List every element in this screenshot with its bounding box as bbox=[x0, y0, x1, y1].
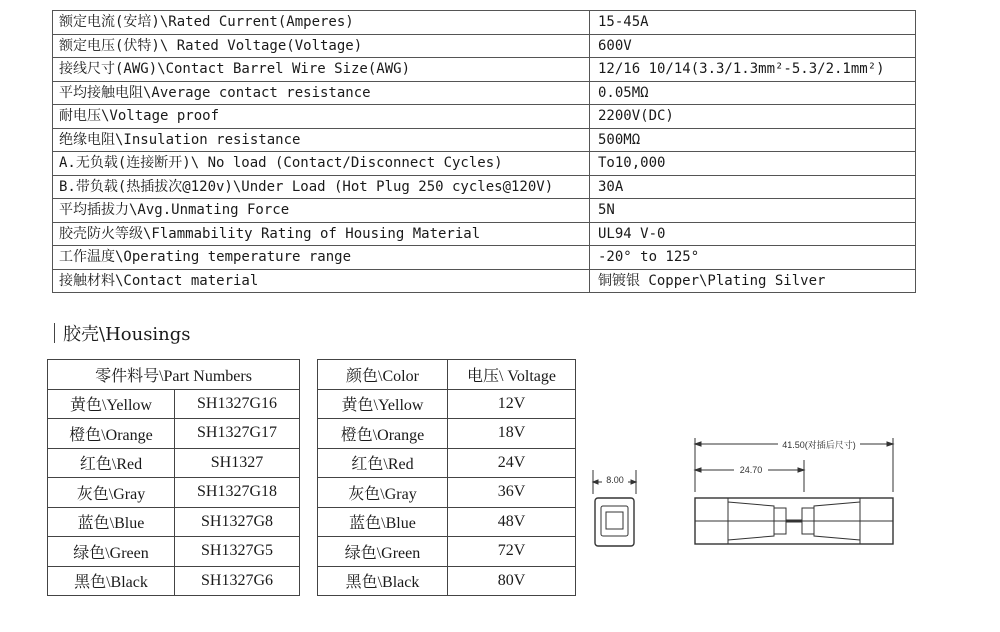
spec-row bbox=[53, 81, 916, 105]
voltage-row bbox=[318, 448, 576, 478]
specifications-table bbox=[52, 10, 916, 293]
spec-label: 耐电压\Voltage proof bbox=[53, 105, 590, 129]
voltage-color: 蓝色\Blue bbox=[318, 507, 448, 537]
part-color: 灰色\Gray bbox=[48, 478, 175, 508]
part-numbers-header: 零件料号\Part Numbers bbox=[48, 360, 300, 390]
voltage-color: 红色\Red bbox=[318, 448, 448, 478]
spec-label: B.带负载(热插拔次@120v)\Under Load (Hot Plug 250 cycles@120V) bbox=[53, 175, 590, 199]
voltage-value: 36V bbox=[448, 478, 576, 508]
spec-row bbox=[53, 11, 916, 35]
spec-value: 0.05MΩ bbox=[590, 81, 916, 105]
spec-value: 12/16 10/14(3.3/1.3mm²-5.3/2.1mm²) bbox=[590, 58, 916, 82]
part-row bbox=[48, 419, 300, 449]
part-number: SH1327 bbox=[175, 448, 300, 478]
part-number: SH1327G6 bbox=[175, 566, 300, 596]
color-voltage-header-row bbox=[318, 360, 576, 390]
spec-row bbox=[53, 175, 916, 199]
voltage-color: 灰色\Gray bbox=[318, 478, 448, 508]
side-view-drawing bbox=[688, 436, 898, 556]
part-color: 蓝色\Blue bbox=[48, 507, 175, 537]
part-number: SH1327G17 bbox=[175, 419, 300, 449]
voltage-value: 12V bbox=[448, 389, 576, 419]
part-row bbox=[48, 478, 300, 508]
spec-value: 30A bbox=[590, 175, 916, 199]
spec-value: 600V bbox=[590, 34, 916, 58]
spec-row bbox=[53, 222, 916, 246]
housing-cavity bbox=[606, 512, 623, 529]
voltage-color: 黑色\Black bbox=[318, 566, 448, 596]
spec-value: -20° to 125° bbox=[590, 246, 916, 270]
part-numbers-table bbox=[47, 359, 300, 596]
color-voltage-body bbox=[318, 360, 576, 596]
part-row bbox=[48, 507, 300, 537]
housings-section-title bbox=[54, 320, 191, 346]
spec-row bbox=[53, 152, 916, 176]
part-color: 黄色\Yellow bbox=[48, 389, 175, 419]
spec-label: 平均接触电阻\Average contact resistance bbox=[53, 81, 590, 105]
voltage-row bbox=[318, 566, 576, 596]
spec-row bbox=[53, 246, 916, 270]
part-number: SH1327G16 bbox=[175, 389, 300, 419]
specifications-body bbox=[53, 11, 916, 293]
spec-value: 2200V(DC) bbox=[590, 105, 916, 129]
spec-value: 500MΩ bbox=[590, 128, 916, 152]
voltage-value: 80V bbox=[448, 566, 576, 596]
voltage-value: 24V bbox=[448, 448, 576, 478]
voltage-value: 72V bbox=[448, 537, 576, 567]
spec-row bbox=[53, 128, 916, 152]
spec-label: 额定电流(安培)\Rated Current(Amperes) bbox=[53, 11, 590, 35]
voltage-color: 黄色\Yellow bbox=[318, 389, 448, 419]
spec-label: 接线尺寸(AWG)\Contact Barrel Wire Size(AWG) bbox=[53, 58, 590, 82]
spec-value: 铜镀银 Copper\Plating Silver bbox=[590, 269, 916, 293]
voltage-color: 绿色\Green bbox=[318, 537, 448, 567]
part-color: 绿色\Green bbox=[48, 537, 175, 567]
spec-label: 绝缘电阻\Insulation resistance bbox=[53, 128, 590, 152]
end-view-width-label: 8.00 bbox=[606, 475, 624, 485]
spec-value: To10,000 bbox=[590, 152, 916, 176]
voltage-row bbox=[318, 537, 576, 567]
part-color: 黑色\Black bbox=[48, 566, 175, 596]
part-row bbox=[48, 537, 300, 567]
part-row bbox=[48, 566, 300, 596]
spec-label: 额定电压(伏特)\ Rated Voltage(Voltage) bbox=[53, 34, 590, 58]
housing-inner-outline bbox=[601, 506, 628, 536]
spec-label: 接触材料\Contact material bbox=[53, 269, 590, 293]
voltage-row bbox=[318, 389, 576, 419]
overall-length-label: 41.50(对插后尺寸) bbox=[782, 440, 856, 450]
part-color: 橙色\Orange bbox=[48, 419, 175, 449]
voltage-header: 电压\ Voltage bbox=[448, 360, 576, 390]
color-header: 颜色\Color bbox=[318, 360, 448, 390]
spec-row bbox=[53, 269, 916, 293]
housings-title: 胶壳\Housings bbox=[63, 324, 191, 345]
end-view-drawing bbox=[588, 466, 648, 556]
section-divider bbox=[54, 323, 55, 343]
part-row bbox=[48, 389, 300, 419]
part-number: SH1327G5 bbox=[175, 537, 300, 567]
voltage-row bbox=[318, 507, 576, 537]
voltage-value: 18V bbox=[448, 419, 576, 449]
part-numbers-header-row bbox=[48, 360, 300, 390]
color-voltage-table bbox=[317, 359, 576, 596]
part-color: 红色\Red bbox=[48, 448, 175, 478]
spec-row bbox=[53, 199, 916, 223]
spec-row bbox=[53, 34, 916, 58]
part-numbers-body bbox=[48, 360, 300, 596]
voltage-value: 48V bbox=[448, 507, 576, 537]
voltage-row bbox=[318, 419, 576, 449]
voltage-row bbox=[318, 478, 576, 508]
part-row bbox=[48, 448, 300, 478]
spec-row bbox=[53, 58, 916, 82]
spec-label: A.无负载(连接断开)\ No load (Contact/Disconnect Cycles) bbox=[53, 152, 590, 176]
spec-value: 5N bbox=[590, 199, 916, 223]
spec-value: UL94 V-0 bbox=[590, 222, 916, 246]
spec-label: 工作温度\Operating temperature range bbox=[53, 246, 590, 270]
center-latch-bottom bbox=[774, 522, 814, 534]
voltage-color: 橙色\Orange bbox=[318, 419, 448, 449]
spec-value: 15-45A bbox=[590, 11, 916, 35]
spec-row bbox=[53, 105, 916, 129]
center-latch-top bbox=[774, 508, 814, 520]
part-number: SH1327G8 bbox=[175, 507, 300, 537]
half-length-label: 24.70 bbox=[739, 465, 763, 475]
part-number: SH1327G18 bbox=[175, 478, 300, 508]
spec-label: 平均插拔力\Avg.Unmating Force bbox=[53, 199, 590, 223]
spec-label: 胶壳防火等级\Flammability Rating of Housing Material bbox=[53, 222, 590, 246]
